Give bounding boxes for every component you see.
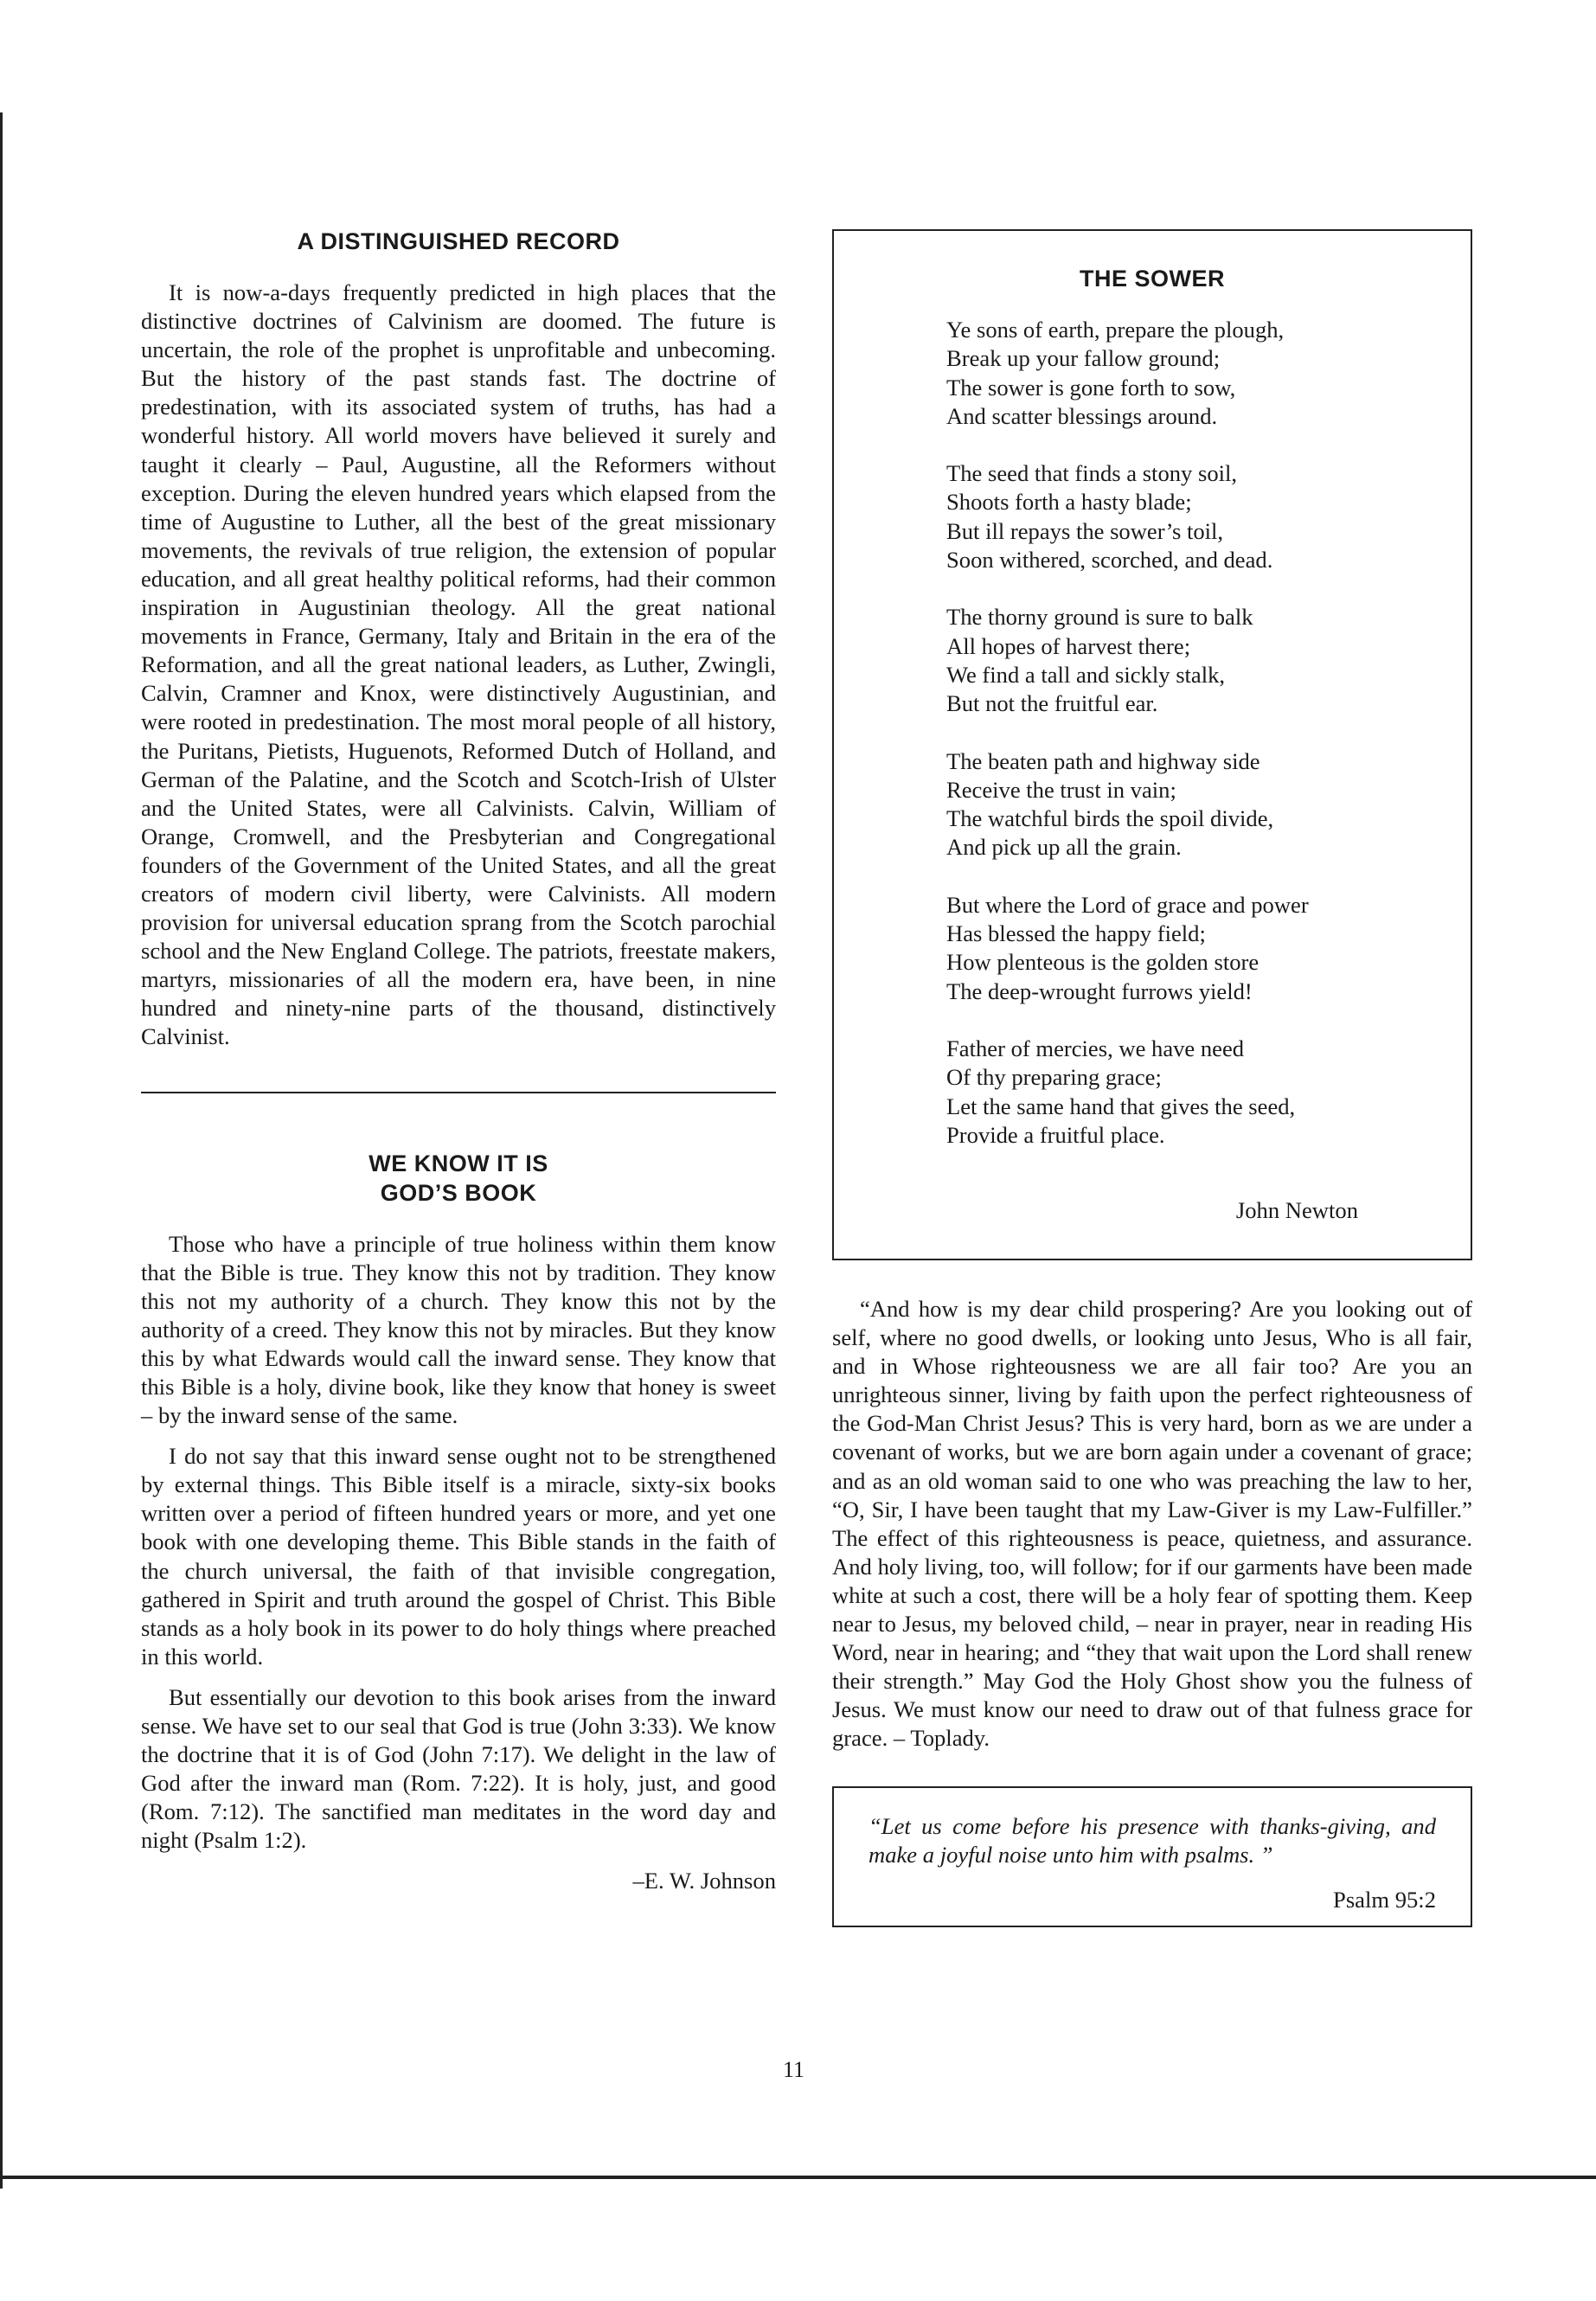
poem-line: The deep-wrought furrows yield! — [946, 977, 1253, 1004]
gods-book-title-line1: WE KNOW IT IS — [369, 1150, 548, 1176]
poem-line: Provide a fruitful place. — [946, 1121, 1165, 1148]
poem-line: How plenteous is the golden store — [946, 949, 1259, 976]
poem-line: But not the fruitful ear. — [946, 690, 1158, 717]
poem-line: Soon withered, scorched, and dead. — [946, 547, 1273, 574]
poem-stanza — [946, 747, 1471, 862]
scripture-quote-text: “Let us come before his presence with thanks-giving, and make a joyful noise unto him with psalms. ” — [869, 1812, 1436, 1868]
poem-line: The sower is gone forth to sow, — [946, 374, 1236, 401]
poem-line: Break up your fallow ground; — [946, 345, 1221, 372]
left-column — [141, 227, 776, 1894]
page-scan-edge-bottom — [0, 2176, 1596, 2179]
poem-stanza — [946, 891, 1471, 1006]
scripture-quote-box — [832, 1786, 1472, 1927]
poem-stanza — [946, 1035, 1471, 1150]
poem-line: The watchful birds the spoil divide, — [946, 805, 1274, 832]
poem-stanza — [946, 603, 1471, 718]
distinguished-record-title: A DISTINGUISHED RECORD — [297, 228, 620, 254]
poem-line: Receive the trust in vain; — [946, 776, 1176, 803]
poem-author: John Newton — [1235, 1197, 1358, 1223]
gods-book-paragraph-1: Those who have a principle of true holiness within them know that the Bible is true. They know this not by tradition. They know this not my authority of a church. They know this not by the authority of a creed. They know this not by miracles. But they know this by what Edwards would call the inward sense. They know that this Bible is a holy, divine book, like they know that honey is sweet – by the inward sense of the same. — [141, 1230, 776, 1429]
poem-line: Has blessed the happy field; — [946, 920, 1206, 947]
poem-line: But where the Lord of grace and power — [946, 891, 1309, 918]
poem-line: The beaten path and highway side — [946, 747, 1260, 774]
poem-line: We find a tall and sickly stalk, — [946, 661, 1226, 688]
poem-line: Shoots forth a hasty blade; — [946, 489, 1192, 516]
poem-line: The seed that finds a stony soil, — [946, 460, 1238, 487]
scripture-quote-reference: Psalm 95:2 — [1333, 1886, 1436, 1913]
page-scan-edge-left — [0, 112, 3, 2189]
section-divider — [141, 1092, 776, 1093]
poem-stanza — [946, 316, 1471, 431]
toplady-letter: “And how is my dear child prospering? Are you looking out of self, where no good dwells, or looking unto Jesus, Who is all fair, and in Whose righteousness we are all fair too? Are you an unrighteous sinner, living by faith upon the perfect righteousness of the God-Man Christ Jesus? This is very hard, born as we are under a covenant of works, but we are born again under a covenant of grace; and as an old woman said to one who was preaching the law to her, “O, Sir, I have been taught that my Law-Giver is my Law-Fulfiller.” The effect of this righteousness is peace, quietness, and assurance. And holy living, too, will follow; for if our garments have been made white at such a cost, there will be a holy fear of spotting them. Keep near to Jesus, my beloved child, – near in prayer, near in reading His Word, near in hearing; and “they that wait upon the Lord shall renew their strength.” May God the Holy Ghost show you the fulness of Jesus. We must know our need to draw out of that fulness grace for grace. – Toplady. — [832, 1296, 1472, 1752]
poem-line: And pick up all the grain. — [946, 834, 1182, 861]
gods-book-paragraph-3: But essentially our devotion to this book arises from the inward sense. We have set to our seal that God is true (John 3:33). We know the doctrine that it is of God (John 7:17). We delight in the law of God after the inward man (Rom. 7:22). It is holy, just, and good (Rom. 7:12). The sanctified man meditates in the word day and night (Psalm 1:2). — [141, 1683, 776, 1854]
page-number: 11 — [783, 2057, 805, 2082]
gods-book-paragraph-2: I do not say that this inward sense ought not to be strengthened by external things. This Bible itself is a miracle, sixty-six books written over a period of fifteen hundred years or more, and yet one book with one developing theme. This Bible stands in the faith of the church universal, the faith of that invisible congregation, gathered in Spirit and truth around the gospel of Christ. This Bible stands as a holy book in its power to do holy things where preached in this world. — [141, 1443, 776, 1670]
poem-line: All hopes of harvest there; — [946, 632, 1191, 659]
poem-line: But ill repays the sower’s toil, — [946, 517, 1224, 544]
poem-line: The thorny ground is sure to balk — [946, 604, 1253, 631]
gods-book-title-line2: GOD’S BOOK — [380, 1179, 537, 1206]
poem-line: Father of mercies, we have need — [946, 1035, 1245, 1061]
poem-line: Of thy preparing grace; — [946, 1064, 1162, 1091]
poem-line: Ye sons of earth, prepare the plough, — [946, 317, 1285, 343]
distinguished-record-body: It is now-a-days frequently predicted in high places that the distinctive doctrines of Calvinism are doomed. The future is uncertain, the role of the prophet is unprofitable and unbecoming. But the history of the past stands fast. The doctrine of predestination, with its associated system of truths, has had a wonderful history. All world movers have believed it surely and taught it clearly – Paul, Augustine, all the Reformers without exception. During the eleven hundred years which elapsed from the time of Augustine to Luther, all the best of the great missionary movements, the revivals of true religion, the extension of popular education, and all great healthy political reforms, had their common inspiration in Augustinian theology. All the great national movements in France, Germany, Italy and Britain in the era of the Reformation, and all the great national leaders, as Luther, Zwingli, Calvin, Cramner and Knox, were distinctively Augustinian, and were rooted in predestination. The most moral people of all history, the Puritans, Pietists, Huguenots, Reformed Dutch of Holland, and German of the Palatine, and the Scotch and Scotch-Irish of Ulster and the United States, were all Calvinists. Calvin, William of Orange, Cromwell, and the Presbyterian and Congregational founders of the Government of the United States, and all the great creators of modern civil liberty, were Calvinists. All modern provision for universal education sprang from the Scotch parochial school and the New England College. The patriots, freestate makers, martyrs, missionaries of all the modern era, have been, in nine hundred and ninety-nine parts of the thousand, distinctively Calvinist. — [141, 279, 776, 1050]
sower-poem — [946, 316, 1471, 1150]
poem-stanza — [946, 459, 1471, 574]
gods-book-signature: –E. W. Johnson — [632, 1867, 776, 1894]
poem-line: Let the same hand that gives the seed, — [946, 1093, 1296, 1119]
sower-poem-title: THE SOWER — [1079, 266, 1225, 292]
right-column — [832, 229, 1472, 1927]
sower-poem-box — [832, 229, 1472, 1260]
poem-line: And scatter blessings around. — [946, 402, 1218, 429]
